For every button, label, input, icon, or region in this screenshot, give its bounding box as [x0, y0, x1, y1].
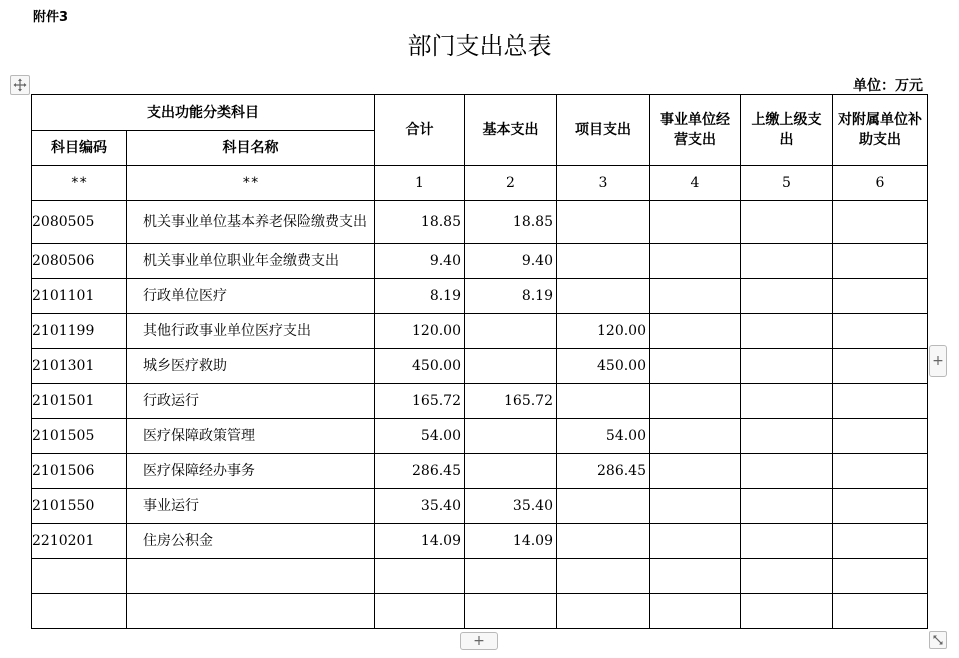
subject-name-cell[interactable]: 住房公积金 — [127, 524, 375, 559]
amount-cell-business[interactable] — [650, 201, 741, 244]
header-name: 科目名称 — [127, 131, 375, 166]
amount-cell-business[interactable] — [650, 279, 741, 314]
amount-cell-basic[interactable]: 35.40 — [465, 489, 557, 524]
table-row — [32, 384, 928, 419]
amount-cell-business[interactable] — [650, 489, 741, 524]
amount-cell-project[interactable] — [557, 244, 650, 279]
table-row — [32, 594, 928, 629]
amount-cell-upper[interactable] — [741, 244, 833, 279]
subject-name-cell[interactable]: 行政单位医疗 — [127, 279, 375, 314]
header-business: 事业单位经营支出 — [650, 95, 741, 166]
amount-cell-project[interactable]: 286.45 — [557, 454, 650, 489]
amount-cell-basic[interactable] — [465, 594, 557, 629]
amount-cell-business[interactable] — [650, 244, 741, 279]
amount-cell-project[interactable] — [557, 594, 650, 629]
header-upper: 上缴上级支出 — [741, 95, 833, 166]
amount-cell-subsidy[interactable] — [833, 384, 928, 419]
subject-code-cell[interactable]: 2101550 — [32, 489, 127, 524]
subject-code-cell[interactable] — [32, 559, 127, 594]
amount-cell-subsidy[interactable] — [833, 419, 928, 454]
col-number: 5 — [741, 166, 833, 201]
amount-cell-project[interactable] — [557, 524, 650, 559]
subject-name-cell[interactable]: 机关事业单位职业年金缴费支出 — [127, 244, 375, 279]
amount-cell-total[interactable]: 8.19 — [375, 279, 465, 314]
amount-cell-basic[interactable] — [465, 314, 557, 349]
amount-cell-project[interactable]: 54.00 — [557, 419, 650, 454]
table-row — [32, 489, 928, 524]
amount-cell-business[interactable] — [650, 559, 741, 594]
subject-code-cell[interactable]: 2101199 — [32, 314, 127, 349]
table-row — [32, 454, 928, 489]
amount-cell-basic[interactable] — [465, 454, 557, 489]
table-row — [32, 349, 928, 384]
group-header: 支出功能分类科目 — [32, 95, 375, 131]
amount-cell-upper[interactable] — [741, 314, 833, 349]
amount-cell-basic[interactable]: 8.19 — [465, 279, 557, 314]
subject-code-cell[interactable]: 2210201 — [32, 524, 127, 559]
amount-cell-total[interactable]: 120.00 — [375, 314, 465, 349]
amount-cell-total[interactable] — [375, 559, 465, 594]
amount-cell-basic[interactable] — [465, 419, 557, 454]
amount-cell-subsidy[interactable] — [833, 454, 928, 489]
table-move-handle[interactable] — [10, 75, 30, 95]
table-row — [32, 201, 928, 244]
amount-cell-business[interactable] — [650, 349, 741, 384]
amount-cell-subsidy[interactable] — [833, 201, 928, 244]
table-row — [32, 524, 928, 559]
amount-cell-project[interactable] — [557, 384, 650, 419]
amount-cell-basic[interactable]: 9.40 — [465, 244, 557, 279]
amount-cell-upper[interactable] — [741, 349, 833, 384]
unit-label: 单位：万元 — [853, 78, 923, 94]
col-number: 2 — [465, 166, 557, 201]
code-mark: ** — [32, 166, 127, 201]
amount-cell-total[interactable]: 286.45 — [375, 454, 465, 489]
amount-cell-business[interactable] — [650, 384, 741, 419]
amount-cell-total[interactable]: 450.00 — [375, 349, 465, 384]
header-project: 项目支出 — [557, 95, 650, 166]
amount-cell-basic[interactable]: 165.72 — [465, 384, 557, 419]
amount-cell-business[interactable] — [650, 419, 741, 454]
amount-cell-total[interactable]: 14.09 — [375, 524, 465, 559]
amount-cell-project[interactable] — [557, 279, 650, 314]
subject-name-cell[interactable]: 事业运行 — [127, 489, 375, 524]
amount-cell-basic[interactable] — [465, 349, 557, 384]
amount-cell-project[interactable]: 450.00 — [557, 349, 650, 384]
amount-cell-business[interactable] — [650, 454, 741, 489]
amount-cell-subsidy[interactable] — [833, 244, 928, 279]
subject-code-cell[interactable]: 2101506 — [32, 454, 127, 489]
col-number: 1 — [375, 166, 465, 201]
subject-code-cell[interactable]: 2080505 — [32, 201, 127, 244]
amount-cell-total[interactable]: 9.40 — [375, 244, 465, 279]
col-number: 6 — [833, 166, 928, 201]
amount-cell-project[interactable]: 120.00 — [557, 314, 650, 349]
name-mark: ** — [127, 166, 375, 201]
subject-code-cell[interactable]: 2101101 — [32, 279, 127, 314]
amount-cell-upper[interactable] — [741, 279, 833, 314]
table-row — [32, 559, 928, 594]
amount-cell-subsidy[interactable] — [833, 489, 928, 524]
table-row — [32, 314, 928, 349]
col-number: 3 — [557, 166, 650, 201]
subject-name-cell[interactable] — [127, 559, 375, 594]
amount-cell-upper[interactable] — [741, 384, 833, 419]
amount-cell-subsidy[interactable] — [833, 559, 928, 594]
amount-cell-basic[interactable]: 14.09 — [465, 524, 557, 559]
amount-cell-upper[interactable] — [741, 524, 833, 559]
header-subsidy: 对附属单位补助支出 — [833, 95, 928, 166]
subject-name-cell[interactable]: 行政运行 — [127, 384, 375, 419]
header-code: 科目编码 — [32, 131, 127, 166]
amount-cell-project[interactable] — [557, 559, 650, 594]
table-row — [32, 419, 928, 454]
expenditure-table — [31, 94, 928, 629]
attachment-label: 附件3 — [33, 10, 69, 25]
amount-cell-subsidy[interactable] — [833, 524, 928, 559]
amount-cell-business[interactable] — [650, 314, 741, 349]
amount-cell-upper[interactable] — [741, 419, 833, 454]
add-column-button[interactable] — [929, 345, 947, 377]
amount-cell-subsidy[interactable] — [833, 349, 928, 384]
amount-cell-upper[interactable] — [741, 454, 833, 489]
table-row — [32, 279, 928, 314]
amount-cell-project[interactable] — [557, 201, 650, 244]
resize-diagonal-icon — [932, 634, 944, 646]
amount-cell-total[interactable]: 54.00 — [375, 419, 465, 454]
subject-name-cell[interactable] — [127, 594, 375, 629]
move-cross-icon — [13, 78, 27, 92]
amount-cell-subsidy[interactable] — [833, 314, 928, 349]
subject-code-cell[interactable]: 2080506 — [32, 244, 127, 279]
subject-name-cell[interactable]: 医疗保障政策管理 — [127, 419, 375, 454]
subject-code-cell[interactable]: 2101501 — [32, 384, 127, 419]
header-total: 合计 — [375, 95, 465, 166]
amount-cell-total[interactable]: 18.85 — [375, 201, 465, 244]
header-basic: 基本支出 — [465, 95, 557, 166]
amount-cell-upper[interactable] — [741, 594, 833, 629]
add-row-button[interactable] — [460, 632, 498, 650]
plus-icon: + — [473, 633, 485, 649]
subject-name-cell[interactable]: 机关事业单位基本养老保险缴费支出 — [127, 201, 375, 244]
amount-cell-business[interactable] — [650, 594, 741, 629]
amount-cell-basic[interactable] — [465, 559, 557, 594]
amount-cell-total[interactable]: 35.40 — [375, 489, 465, 524]
page-title: 部门支出总表 — [407, 32, 552, 60]
amount-cell-basic[interactable]: 18.85 — [465, 201, 557, 244]
plus-icon: + — [932, 353, 944, 369]
col-number: 4 — [650, 166, 741, 201]
subject-name-cell[interactable]: 城乡医疗救助 — [127, 349, 375, 384]
subject-code-cell[interactable]: 2101301 — [32, 349, 127, 384]
amount-cell-total[interactable]: 165.72 — [375, 384, 465, 419]
amount-cell-total[interactable] — [375, 594, 465, 629]
amount-cell-business[interactable] — [650, 524, 741, 559]
table-row — [32, 244, 928, 279]
subject-code-cell[interactable] — [32, 594, 127, 629]
amount-cell-upper[interactable] — [741, 201, 833, 244]
subject-name-cell[interactable]: 其他行政事业单位医疗支出 — [127, 314, 375, 349]
subject-code-cell[interactable]: 2101505 — [32, 419, 127, 454]
amount-cell-upper[interactable] — [741, 489, 833, 524]
subject-name-cell[interactable]: 医疗保障经办事务 — [127, 454, 375, 489]
table-resize-handle[interactable] — [929, 631, 947, 649]
amount-cell-subsidy[interactable] — [833, 279, 928, 314]
amount-cell-upper[interactable] — [741, 559, 833, 594]
amount-cell-project[interactable] — [557, 489, 650, 524]
amount-cell-subsidy[interactable] — [833, 594, 928, 629]
